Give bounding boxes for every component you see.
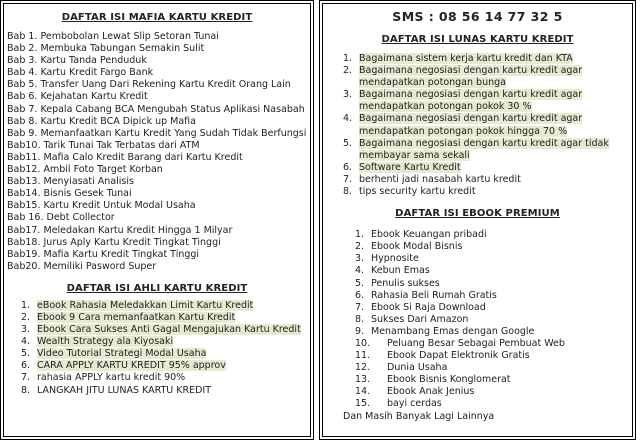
list-item [21, 372, 307, 384]
list-item: Bab 1. Pembobolan Lewat Slip Setoran Tunai [7, 31, 219, 42]
list-item [343, 65, 624, 77]
mafia-list [7, 31, 307, 273]
list-item: Bab 7. Kepala Cabang BCA Mengubah Status Aplikasi Nasabah [7, 103, 305, 115]
list-item: Bab19. Mafia Kartu Kredit Tingkat Tinggi [7, 248, 200, 260]
list-item [355, 229, 624, 241]
list-item: Bab11. Mafia Calo Kredit Barang dari Kartu Kredit [7, 151, 243, 163]
item-number: 4. [355, 265, 365, 277]
item-number: 4. [343, 113, 353, 125]
list-item [343, 174, 624, 186]
item-number: 6. [21, 360, 31, 372]
list-item [21, 360, 307, 372]
item-text: Bagaimana negosiasi dengan kartu kredit agar [359, 89, 583, 101]
list-item [21, 300, 307, 312]
list-item: Bab 6. Kejahatan Kartu Kredit [7, 91, 148, 103]
item-number: 6. [355, 289, 365, 301]
list-item [21, 324, 307, 336]
ahli-title: DAFTAR ISI AHLI KARTU KREDIT [66, 282, 248, 294]
item-number: 8. [21, 384, 31, 396]
item-text: Ebook Dapat Elektronik Gratis [387, 350, 530, 362]
list-item [355, 302, 624, 314]
item-text: Rahasia Beli Rumah Gratis [371, 289, 497, 301]
list-item: Bab18. Jurus Aply Kartu Kredit Tingkat Tinggi [7, 236, 221, 248]
list-item: Bab 3. Kartu Tanda Penduduk [7, 55, 147, 67]
item-number: 7. [21, 372, 31, 384]
item-text: Hypnosite [371, 253, 419, 265]
item-text: Ebook 9 Cara memanfaatkan Kartu Kredit [37, 311, 236, 323]
item-text: Ebook Si Raja Download [371, 301, 486, 313]
item-text: Bagaimana negosiasi dengan kartu kredit agar [359, 65, 583, 77]
item-number: 8. [343, 186, 353, 198]
item-number: 4. [21, 336, 31, 348]
list-item: Bab12. Ambil Foto Target Korban [7, 164, 163, 176]
list-item: Bab 4. Kartu Kredit Fargo Bank [7, 67, 154, 79]
item-number: 2. [355, 241, 365, 253]
lunas-list [331, 53, 624, 198]
item-number: 3. [355, 253, 365, 265]
item-text: Ebook Keuangan pribadi [371, 229, 487, 241]
list-item [21, 336, 307, 348]
list-item [355, 386, 624, 398]
item-number: 12. [355, 362, 371, 374]
item-number: 3. [21, 324, 31, 336]
list-item [355, 374, 624, 386]
item-text: bayi cerdas [387, 398, 442, 410]
item-number: 11. [355, 350, 371, 362]
item-text: Kebun Emas [371, 265, 430, 277]
list-item [343, 138, 624, 150]
item-number: 2. [343, 65, 353, 77]
item-number: 6. [343, 161, 353, 173]
list-item [355, 253, 624, 265]
list-item [343, 162, 624, 174]
item-number: 7. [343, 173, 353, 185]
list-item [355, 241, 624, 253]
item-number: 14. [355, 386, 371, 398]
item-text: Dunia Usaha [387, 362, 448, 374]
item-number: 13. [355, 374, 371, 386]
item-text: rahasia APPLY kartu kredit 90% [37, 372, 186, 384]
right-panel [322, 3, 633, 437]
item-text: mendapatkan potongan pokok hingga 70 % [359, 125, 568, 137]
item-text: berhenti jadi nasabah kartu kredit [359, 173, 521, 185]
item-text: eBook Rahasia Meledakkan Limit Kartu Kredit [37, 299, 254, 311]
list-item [355, 362, 624, 374]
item-number: 3. [343, 89, 353, 101]
list-item: Bab 16. Debt Collector [7, 212, 115, 224]
item-number: 10. [355, 337, 371, 349]
list-item: Bab14. Bisnis Gesek Tunai [7, 188, 132, 200]
list-item: Bab 9. Memanfaatkan Kartu Kredit Yang Sudah Tidak Berfungsi [7, 127, 307, 139]
item-text: Wealth Strategy ala Kiyosaki [37, 336, 174, 348]
ebook-list [331, 229, 624, 423]
list-item [355, 265, 624, 277]
item-text: Peluang Besar Sebagai Pembuat Web [387, 337, 565, 349]
item-text: Ebook Cara Sukses Anti Gagal Mengajukan Kartu Kredit [37, 324, 301, 336]
item-number: 9. [355, 325, 365, 337]
item-number: 1. [355, 229, 365, 241]
item-number: 2. [21, 311, 31, 323]
list-item [355, 278, 624, 290]
item-number: 5. [343, 137, 353, 149]
item-number: 5. [21, 348, 31, 360]
list-item [343, 113, 624, 125]
item-number: 8. [355, 313, 365, 325]
list-item-continuation [343, 150, 624, 162]
item-text: mendapatkan potongan pokok 30 % [359, 101, 532, 113]
item-text: mendapatkan potongan bunga [359, 77, 506, 89]
list-item: Bab 2. Membuka Tabungan Semakin Sulit [7, 43, 205, 55]
closing-text: Dan Masih Banyak Lagi Lainnya [343, 410, 495, 422]
list-item: Bab13. Menyiasati Analisis [7, 176, 134, 188]
list-item [355, 326, 624, 338]
list-item [355, 290, 624, 302]
list-item-continuation [343, 77, 624, 89]
list-item [343, 53, 624, 65]
list-item [21, 312, 307, 324]
item-text: Bagaimana sistem kerja kartu kredit dan KTA [359, 53, 573, 64]
item-text: Bagaimana negosiasi dengan kartu kredit agar tidak [359, 137, 609, 149]
list-item [355, 350, 624, 362]
list-item: Bab17. Meledakan Kartu Kredit Hingga 1 Milyar [7, 224, 233, 236]
sms-contact: SMS : 08 56 14 77 32 5 [392, 9, 563, 24]
list-item: Bab20. Memiliki Pasword Super [7, 260, 157, 272]
item-text: Sukses Dari Amazon [371, 313, 469, 325]
item-text: Video Tutorial Strategi Modal Usaha [37, 348, 207, 360]
item-number: 1. [343, 53, 353, 64]
list-item: Bab15. Kartu Kredit Untuk Modal Usaha [7, 200, 196, 212]
item-text: tips security kartu kredit [359, 186, 476, 198]
item-text: Ebook Anak Jenius [387, 386, 475, 398]
list-item [21, 385, 307, 397]
list-item [343, 186, 624, 198]
list-item [355, 314, 624, 326]
list-item [355, 338, 624, 350]
list-item-continuation [343, 101, 624, 113]
lunas-title: DAFTAR ISI LUNAS KARTU KREDIT [381, 34, 574, 45]
item-number: 15. [355, 398, 371, 410]
item-number: 5. [355, 277, 365, 289]
item-text: Software Kartu Kredit [359, 161, 461, 173]
list-item [343, 89, 624, 101]
list-item-continuation [343, 126, 624, 138]
list-item [21, 348, 307, 360]
list-item [355, 398, 624, 410]
item-text: CARA APPLY KARTU KREDIT 95% approv [37, 360, 226, 372]
item-text: Ebook Bisnis Konglomerat [387, 374, 511, 386]
list-item: Bab10. Tarik Tunai Tak Terbatas dari ATM [7, 139, 200, 151]
ebook-title: DAFTAR ISI EBOOK PREMIUM [395, 208, 560, 220]
item-number: 7. [355, 301, 365, 313]
item-text: LANGKAH JITU LUNAS KARTU KREDIT [37, 384, 212, 396]
item-number: 1. [21, 299, 31, 311]
ahli-list [7, 300, 307, 397]
left-panel [3, 3, 311, 437]
mafia-title: DAFTAR ISI MAFIA KARTU KREDIT [61, 12, 253, 23]
item-text: membayar sama sekali [359, 149, 470, 161]
item-text: Ebook Modal Bisnis [371, 241, 463, 253]
item-text: Bagaimana negosiasi dengan kartu kredit agar [359, 113, 583, 125]
item-text: Menambang Emas dengan Google [371, 325, 535, 337]
list-item: Bab 8. Kartu Kredit BCA Dipick up Mafia [7, 115, 196, 127]
list-item: Bab 5. Transfer Uang Dari Rekening Kartu Kredit Orang Lain [7, 79, 291, 91]
item-text: Penulis sukses [371, 277, 440, 289]
